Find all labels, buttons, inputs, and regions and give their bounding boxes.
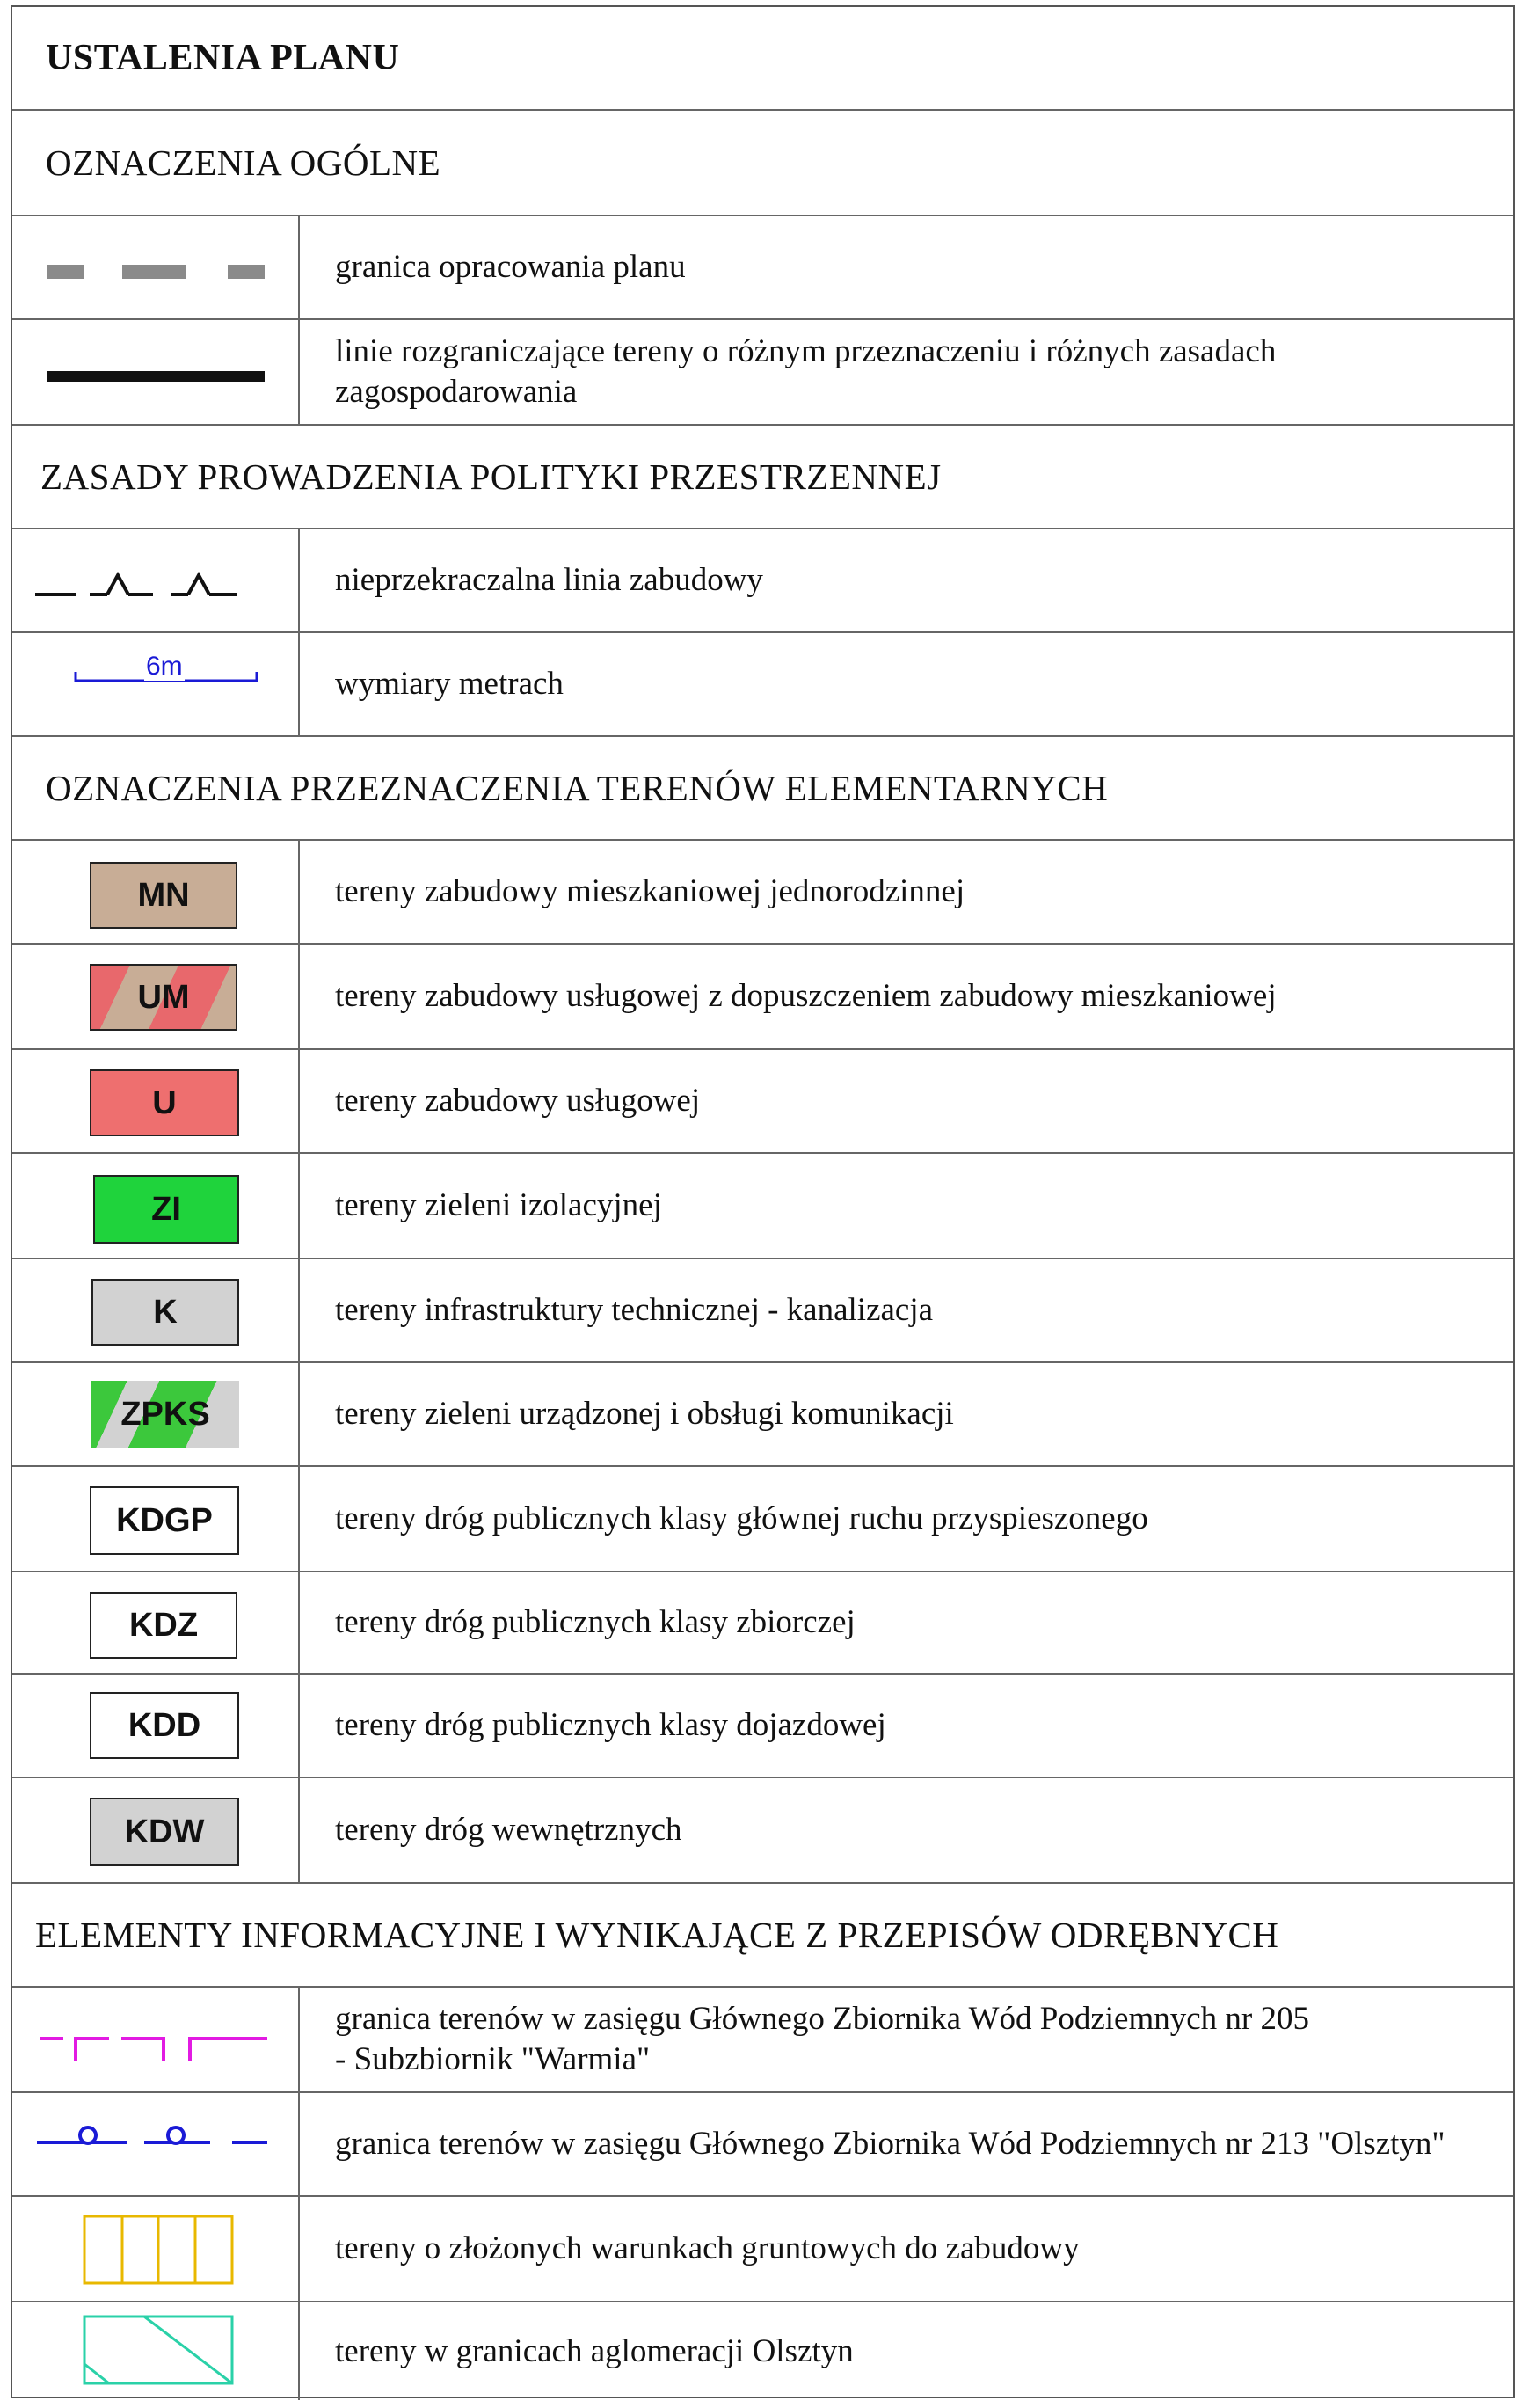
symbol-cell xyxy=(12,633,300,735)
zone-code: ZPKS xyxy=(120,1395,210,1433)
description-text: granica opracowania planu xyxy=(335,249,686,285)
description-text: tereny zabudowy usługowej xyxy=(335,1083,701,1119)
section-header-info xyxy=(12,1884,1513,1988)
zone-code: ZI xyxy=(151,1190,181,1228)
description-text: tereny w granicach aglomeracji Olsztyn xyxy=(335,2332,854,2369)
description-text: tereny zieleni urządzonej i obsługi komunikacji xyxy=(335,1396,954,1432)
description-text: wymiary metrach xyxy=(335,666,564,702)
symbol-cell xyxy=(12,2093,300,2195)
section-header-policy xyxy=(12,426,1513,529)
zone-code: MN xyxy=(137,876,190,914)
description-text: tereny o złożonych warunkach gruntowych do zabudowy xyxy=(335,2230,1080,2266)
description-cell xyxy=(335,1467,1487,1571)
yellow-hatched-box-icon xyxy=(12,2197,300,2302)
description-cell xyxy=(335,2302,1487,2400)
zone-code: UM xyxy=(137,978,190,1016)
symbol-cell xyxy=(12,1675,300,1777)
symbol-cell xyxy=(12,841,300,943)
symbol-cell xyxy=(12,1467,300,1571)
zone-symbol-K xyxy=(91,1279,239,1346)
zone-code: U xyxy=(152,1084,177,1121)
description-cell xyxy=(335,1778,1487,1882)
legend-row-K xyxy=(12,1259,1513,1363)
legend-row-KDGP xyxy=(12,1467,1513,1572)
legend-row-KDW xyxy=(12,1778,1513,1884)
description-text-line2: - Subzbiornik "Warmia" xyxy=(335,2041,651,2077)
description-cell xyxy=(335,320,1487,424)
symbol-cell xyxy=(12,320,300,424)
zone-symbol-UM xyxy=(90,964,237,1031)
description-cell xyxy=(335,1050,1487,1152)
legend-row-agglomeration xyxy=(12,2302,1513,2400)
description-text-line2: zagospodarowania xyxy=(335,374,578,410)
description-text: tereny zabudowy usługowej z dopuszczeniem zabudowy mieszkaniowej xyxy=(335,978,1277,1014)
description-cell xyxy=(335,216,1487,318)
description-text: tereny zabudowy mieszkaniowej jednorodzinnej xyxy=(335,873,965,909)
description-text: tereny dróg publicznych klasy głównej ruchu przyspieszonego xyxy=(335,1500,1148,1536)
magenta-bracket-line-icon xyxy=(12,1988,300,2093)
legend-row-KDZ xyxy=(12,1572,1513,1675)
legend-row-KDD xyxy=(12,1675,1513,1778)
section-header-designations xyxy=(12,737,1513,841)
description-cell xyxy=(335,1154,1487,1258)
dimension-line-icon xyxy=(12,633,300,737)
symbol-cell xyxy=(12,2302,300,2400)
symbol-cell xyxy=(12,1988,300,2091)
description-text: granica terenów w zasięgu Głównego Zbiornika Wód Podziemnych nr 213 "Olsztyn" xyxy=(335,2126,1445,2162)
description-cell xyxy=(335,2197,1487,2301)
description-text-line1: granica terenów w zasięgu Głównego Zbiornika Wód Podziemnych nr 205 xyxy=(335,2001,1309,2037)
legend-row-demarcation-lines xyxy=(12,320,1513,426)
description-cell xyxy=(335,633,1487,735)
dimension-label: 6m xyxy=(146,652,183,681)
description-text: tereny dróg publicznych klasy dojazdowej xyxy=(335,1707,886,1743)
legend-row-MN xyxy=(12,841,1513,945)
legend-row-ZI xyxy=(12,1154,1513,1259)
legend-row-ZPKS xyxy=(12,1363,1513,1467)
symbol-cell xyxy=(12,2197,300,2301)
description-cell xyxy=(335,529,1487,631)
legend-title: USTALENIA PLANU xyxy=(46,38,400,78)
zone-code: KDD xyxy=(127,1706,201,1744)
description-cell xyxy=(335,1988,1487,2091)
description-cell xyxy=(335,1259,1487,1361)
description-cell xyxy=(335,1675,1487,1777)
symbol-cell xyxy=(12,1363,300,1465)
symbol-cell xyxy=(12,1259,300,1361)
description-text: tereny zieleni izolacyjnej xyxy=(335,1187,662,1223)
section-header-general xyxy=(12,111,1513,216)
legend-row-gzwp-213 xyxy=(12,2093,1513,2197)
symbol-cell xyxy=(12,529,300,631)
legend-row-U xyxy=(12,1050,1513,1154)
description-cell xyxy=(335,945,1487,1048)
solid-black-line-icon xyxy=(12,320,300,426)
symbol-cell xyxy=(12,216,300,318)
zone-symbol-MN xyxy=(90,862,237,929)
description-cell xyxy=(335,841,1487,943)
zone-code: KDZ xyxy=(128,1606,199,1644)
legend-row-building-line xyxy=(12,529,1513,633)
legend-row-plan-boundary xyxy=(12,216,1513,320)
blue-circle-line-icon xyxy=(12,2093,300,2197)
legend-row-gzwp-205 xyxy=(12,1988,1513,2093)
description-cell xyxy=(335,2093,1487,2195)
symbol-cell xyxy=(12,1050,300,1152)
section-title: ZASADY PROWADZENIA POLITYKI PRZESTRZENNEJ xyxy=(40,456,942,497)
legend-title-row xyxy=(12,7,1513,111)
zone-symbol-KDW xyxy=(90,1798,239,1866)
legend-row-UM xyxy=(12,945,1513,1050)
description-text-line1: linie rozgraniczające tereny o różnym przeznaczeniu i różnych zasadach xyxy=(335,333,1277,369)
description-cell xyxy=(335,1572,1487,1673)
symbol-cell xyxy=(12,1572,300,1673)
zone-symbol-KDZ xyxy=(90,1592,237,1659)
description-text: tereny dróg publicznych klasy zbiorczej xyxy=(335,1604,856,1640)
zone-symbol-KDGP xyxy=(90,1486,239,1555)
legend-row-dimensions xyxy=(12,633,1513,737)
description-cell xyxy=(335,1363,1487,1465)
zone-code: K xyxy=(153,1293,178,1331)
zone-symbol-KDD xyxy=(90,1692,239,1759)
section-title: OZNACZENIA PRZEZNACZENIA TERENÓW ELEMENTARNYCH xyxy=(46,768,1109,808)
teal-diagonal-box-icon xyxy=(12,2302,300,2400)
symbol-cell xyxy=(12,1154,300,1258)
symbol-cell xyxy=(12,945,300,1048)
description-text: nieprzekraczalna linia zabudowy xyxy=(335,562,763,598)
zone-symbol-ZPKS xyxy=(91,1381,239,1448)
symbol-cell xyxy=(12,1778,300,1882)
zone-code: KDW xyxy=(124,1813,205,1850)
description-text: tereny dróg wewnętrznych xyxy=(335,1812,682,1848)
legend-row-complex-ground xyxy=(12,2197,1513,2302)
zone-symbol-ZI xyxy=(93,1175,239,1244)
zone-code: KDGP xyxy=(116,1501,213,1539)
description-text: tereny infrastruktury technicznej - kanalizacja xyxy=(335,1292,934,1328)
section-title: ELEMENTY INFORMACYJNE I WYNIKAJĄCE Z PRZEPISÓW ODRĘBNYCH xyxy=(35,1915,1279,1955)
section-title: OZNACZENIA OGÓLNE xyxy=(46,142,441,183)
building-line-icon xyxy=(12,529,300,633)
dashed-gray-line-icon xyxy=(12,216,300,320)
legend-table xyxy=(11,5,1515,2398)
zone-symbol-U xyxy=(90,1069,239,1136)
